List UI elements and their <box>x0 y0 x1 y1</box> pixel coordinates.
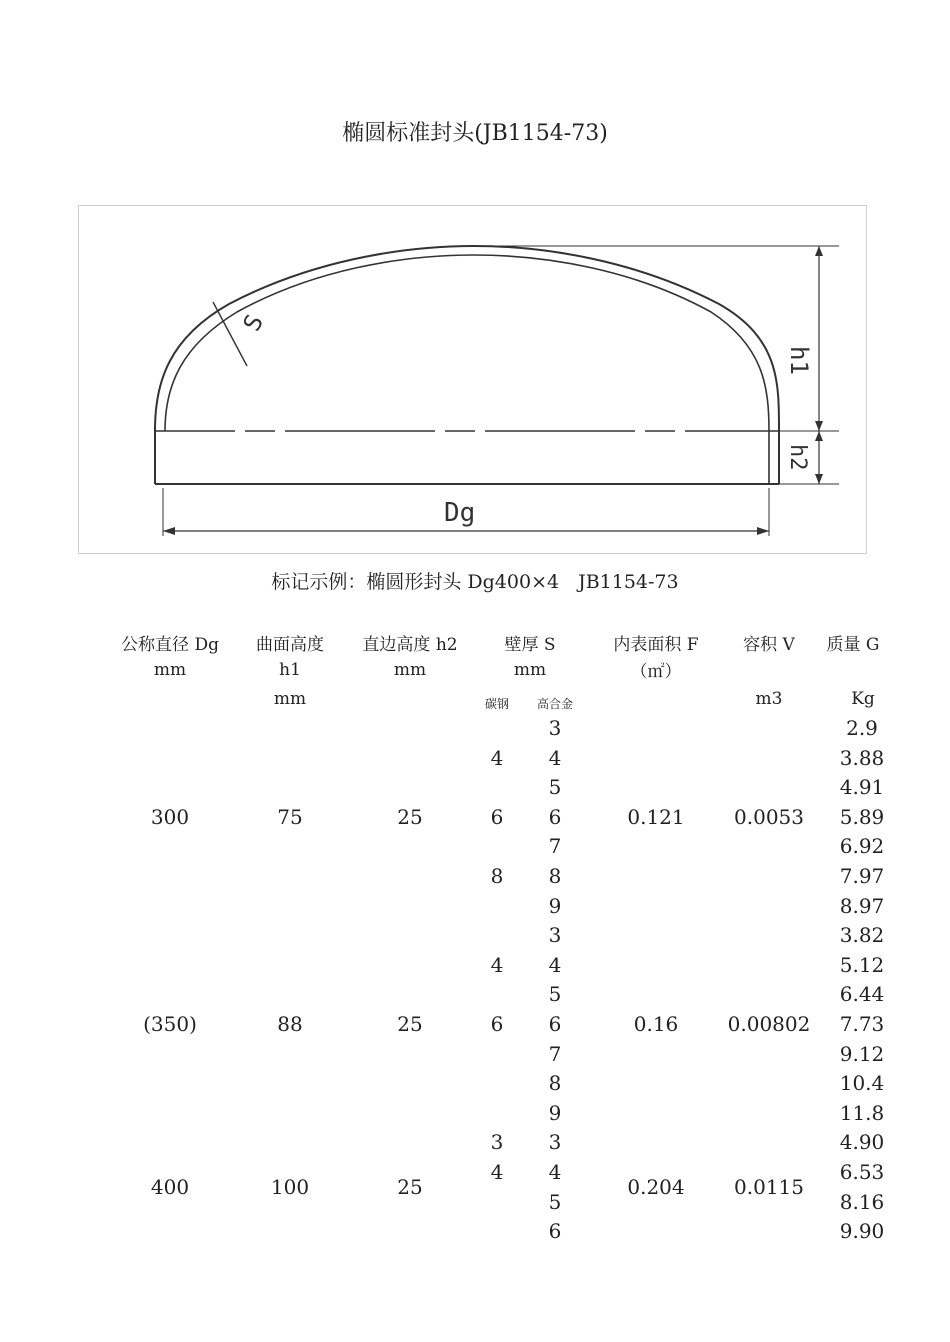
cell-carbon-steel: 6 <box>490 1012 504 1036</box>
elliptical-head-diagram <box>79 206 868 555</box>
header-thickness-unit: mm <box>513 660 547 680</box>
group-h1: 75 <box>277 804 303 829</box>
cell-mass: 2.9 <box>846 716 878 740</box>
cell-high-alloy: 4 <box>548 745 562 770</box>
cell-mass: 7.97 <box>839 864 885 888</box>
h2-arrow-bottom <box>815 474 823 484</box>
h2-arrow-top <box>815 431 823 441</box>
header-h2: 直边高度 h2 <box>362 635 458 655</box>
cell-mass: 7.73 <box>839 1012 885 1036</box>
header-high-alloy: 高合金 <box>536 697 574 711</box>
header-h1-unit: mm <box>273 689 307 709</box>
cell-high-alloy: 8 <box>548 1071 562 1096</box>
cell-high-alloy: 3 <box>548 923 562 948</box>
cell-mass: 4.91 <box>839 775 885 800</box>
group-volume: 0.00802 <box>727 1012 811 1036</box>
cell-high-alloy: 7 <box>548 1041 562 1066</box>
cell-mass: 8.97 <box>839 893 885 918</box>
header-carbon-steel: 碳钢 <box>484 697 510 711</box>
head-drawing <box>78 205 867 554</box>
cell-carbon-steel: 8 <box>490 864 504 888</box>
dg-arrow-right <box>757 527 769 535</box>
cell-high-alloy: 6 <box>548 804 562 829</box>
cell-high-alloy: 9 <box>548 1100 562 1125</box>
group-volume: 0.0053 <box>734 804 804 829</box>
cell-mass: 5.89 <box>839 804 885 829</box>
dg-label: Dg <box>444 498 476 528</box>
h1-arrow-top <box>815 246 823 256</box>
header-h1: 曲面高度 <box>256 635 324 655</box>
outer-contour <box>155 246 779 484</box>
cell-high-alloy: 5 <box>548 775 562 800</box>
cell-high-alloy: 5 <box>548 982 562 1007</box>
cell-mass: 4.90 <box>839 1130 885 1155</box>
h1-arrow-bottom <box>815 421 823 431</box>
inner-contour <box>165 255 769 484</box>
group-dg: 400 <box>150 1174 190 1199</box>
cell-mass: 3.82 <box>839 923 885 948</box>
header-area: 内表面积 F <box>613 635 699 655</box>
cell-mass: 9.90 <box>839 1219 885 1244</box>
cell-mass: 3.88 <box>839 745 885 770</box>
group-volume: 0.0115 <box>734 1174 804 1199</box>
cell-high-alloy: 7 <box>548 834 562 859</box>
group-h1: 88 <box>277 1012 303 1036</box>
cell-high-alloy: 5 <box>548 1189 562 1214</box>
cell-carbon-steel: 4 <box>490 745 504 770</box>
h1-label: h1 <box>785 346 813 375</box>
header-h1-symbol: h1 <box>279 660 301 680</box>
group-dg: 300 <box>150 804 190 829</box>
header-dg: 公称直径 Dg <box>121 635 219 655</box>
cell-high-alloy: 3 <box>548 716 562 740</box>
cell-high-alloy: 3 <box>548 1130 562 1155</box>
cell-high-alloy: 4 <box>548 1160 562 1184</box>
group-area: 0.16 <box>633 1012 679 1036</box>
header-volume: 容积 V <box>743 635 795 655</box>
header-thickness: 壁厚 S <box>504 635 556 655</box>
cell-mass: 5.12 <box>839 952 885 977</box>
header-h2-unit: mm <box>393 660 427 680</box>
header-volume-unit: m3 <box>755 689 783 709</box>
cell-high-alloy: 6 <box>548 1012 562 1036</box>
cell-mass: 10.4 <box>839 1071 885 1096</box>
cell-mass: 6.53 <box>839 1160 885 1184</box>
group-area: 0.121 <box>627 804 685 829</box>
header-mass-unit: Kg <box>851 689 875 709</box>
cell-mass: 11.8 <box>839 1100 885 1125</box>
group-h2: 25 <box>397 804 423 829</box>
cell-carbon-steel: 6 <box>490 804 504 829</box>
group-dg: (350) <box>143 1012 197 1036</box>
header-area-unit: （㎡） <box>630 662 682 682</box>
cell-high-alloy: 6 <box>548 1219 562 1244</box>
cell-high-alloy: 9 <box>548 893 562 918</box>
header-mass: 质量 G <box>826 635 880 655</box>
group-h2: 25 <box>397 1012 423 1036</box>
cell-carbon-steel: 4 <box>490 1160 504 1184</box>
page-title: 椭圆标准封头(JB1154-73) <box>342 121 608 146</box>
cell-carbon-steel: 3 <box>490 1130 504 1155</box>
cell-high-alloy: 8 <box>548 864 562 888</box>
header-dg-unit: mm <box>153 660 187 680</box>
group-area: 0.204 <box>627 1174 685 1199</box>
group-h1: 100 <box>270 1174 310 1199</box>
cell-mass: 9.12 <box>839 1041 885 1066</box>
group-h2: 25 <box>397 1174 423 1199</box>
thickness-label: S <box>237 309 270 336</box>
marking-example: 标记示例：椭圆形封头 Dg400×4 JB1154-73 <box>271 571 679 593</box>
thickness-leader <box>213 302 247 366</box>
cell-mass: 8.16 <box>839 1189 885 1214</box>
dg-arrow-left <box>163 527 175 535</box>
h2-label: h2 <box>785 444 810 471</box>
cell-high-alloy: 4 <box>548 952 562 977</box>
cell-mass: 6.92 <box>839 834 885 859</box>
cell-mass: 6.44 <box>839 982 885 1007</box>
cell-carbon-steel: 4 <box>490 952 504 977</box>
